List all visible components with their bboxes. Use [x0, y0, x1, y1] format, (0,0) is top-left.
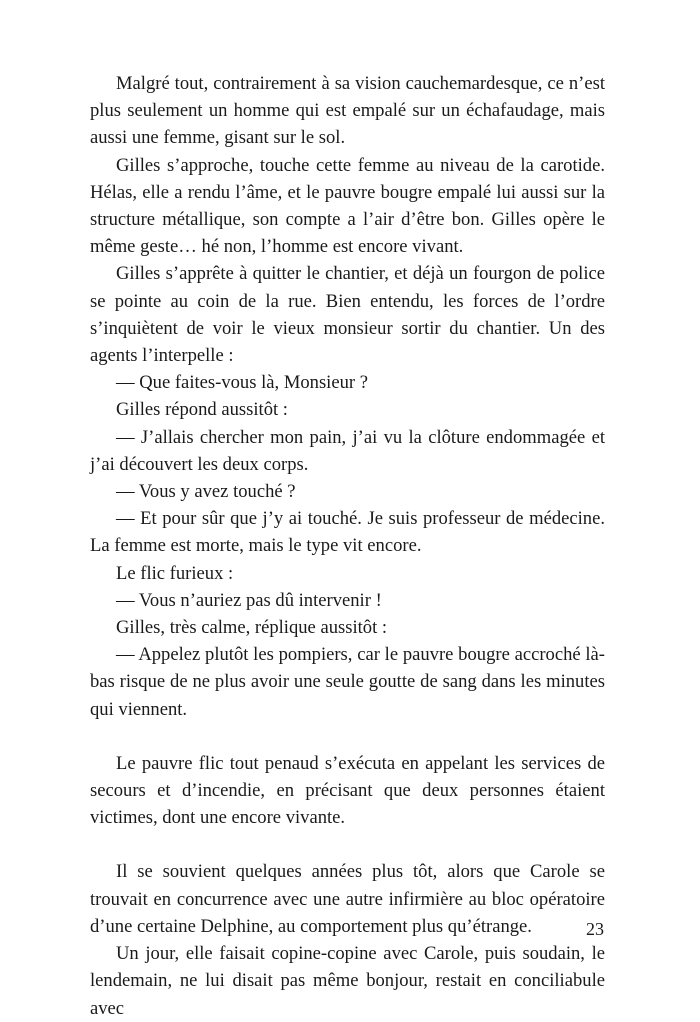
paragraph: Le pauvre flic tout penaud s’exécuta en appelant les services de secours et d’incendie, en précisant que deux personnes étaient victimes, dont une encore vivante.	[90, 752, 605, 829]
dialogue-line: — Appelez plutôt les pompiers, car le pauvre bougre accroché là-bas risque de ne plus avoir une seule goutte de sang dans les minutes qui viennent.	[90, 644, 605, 720]
section-break	[90, 723, 605, 750]
dialogue-line: — Vous y avez touché ?	[116, 481, 296, 503]
paragraph: Gilles, très calme, réplique aussitôt :	[116, 617, 388, 639]
paragraph: Un jour, elle faisait copine-copine avec Carole, puis soudain, le lendemain, ne lui disait pas même bonjour, restait en conciliabule avec	[90, 943, 605, 1019]
paragraph: Malgré tout, contrairement à sa vision cauchemardesque, ce n’est plus seulement un homme qui est empalé sur un échafaudage, mais aussi une femme, gisant sur le sol.	[90, 73, 605, 149]
paragraph: Il se souvient quelques années plus tôt, alors que Carole se trouvait en concurrence avec une autre infirmière au bloc opératoire d’une certaine Delphine, au comportement plus qu’étrange.	[90, 861, 605, 937]
paragraph: Gilles s’apprête à quitter le chantier, et déjà un fourgon de police se pointe au coin de la rue. Bien entendu, les forces de l’ordre s’inquiètent de voir le vieux monsieur sortir du chantier. Un des agents l’interpelle :	[90, 263, 605, 367]
dialogue-line: — Que faites-vous là, Monsieur ?	[116, 372, 368, 394]
paragraph: Gilles répond aussitôt :	[116, 399, 288, 421]
dialogue-line: — J’allais chercher mon pain, j’ai vu la clôture endommagée et j’ai découvert les deux corps.	[90, 426, 605, 475]
section-break	[90, 831, 605, 858]
page-number: 23	[586, 919, 604, 939]
paragraph: Gilles s’approche, touche cette femme au niveau de la carotide. Hélas, elle a rendu l’âme, et le pauvre bougre empalé lui aussi sur la structure métallique, son compte a l’air d’être bon. Gilles opère le même geste… hé non, l’homme est encore vivant.	[90, 154, 605, 258]
paragraph: Le flic furieux :	[116, 562, 234, 584]
page-body	[90, 70, 605, 1022]
dialogue-line: — Vous n’auriez pas dû intervenir !	[116, 589, 382, 611]
dialogue-line: — Et pour sûr que j’y ai touché. Je suis professeur de médecine. La femme est morte, mais le type vit encore.	[90, 508, 605, 557]
